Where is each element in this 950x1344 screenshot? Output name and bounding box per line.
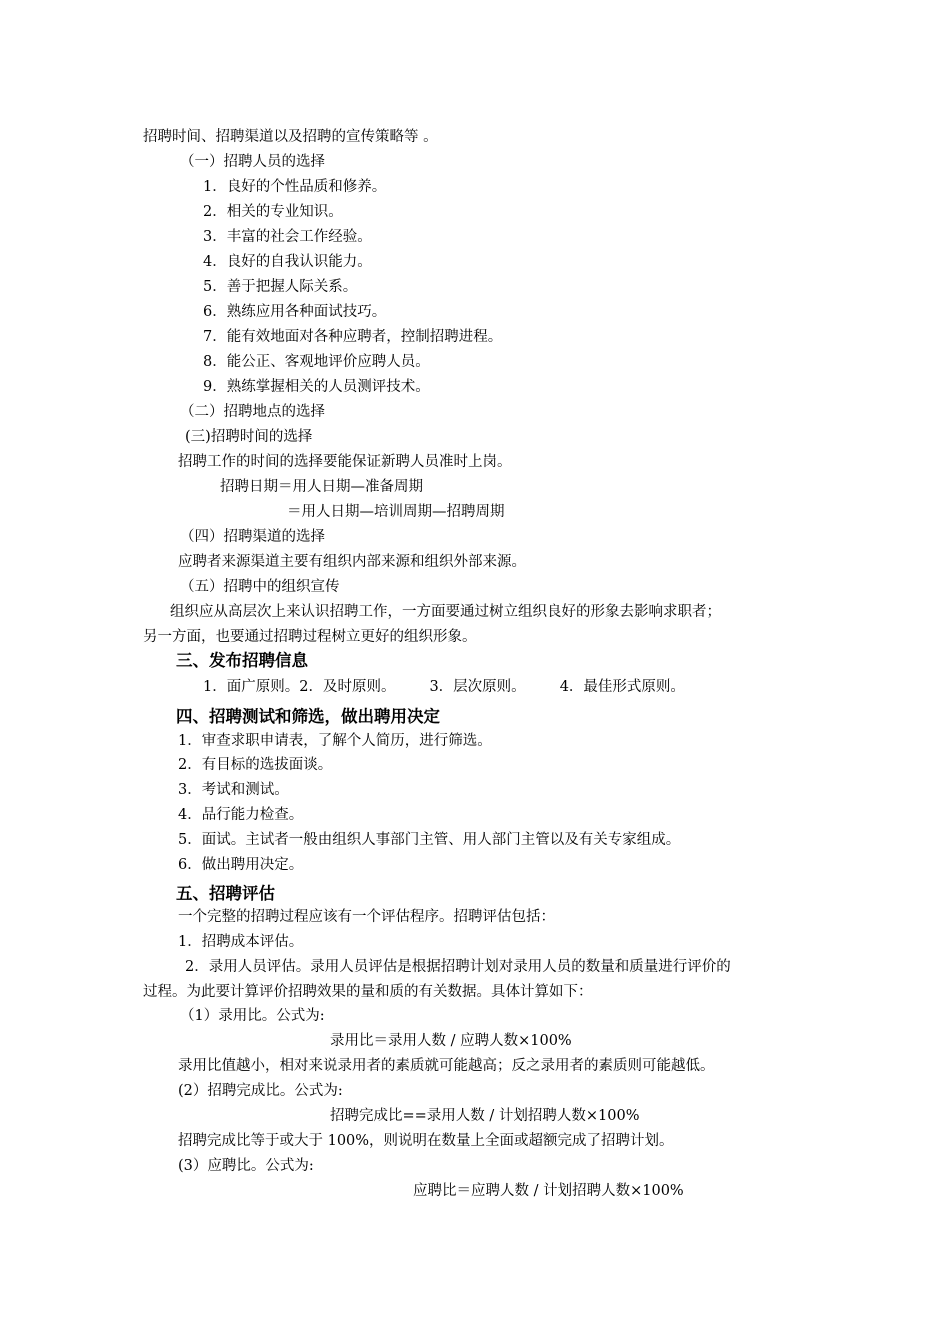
section-3-heading: (三)招聘时间的选择	[185, 429, 313, 445]
paragraph-line: 录用比值越小，相对来说录用者的素质就可能越高；反之录用者的素质则可能越低。	[178, 1058, 715, 1074]
principles-text: 4．最佳形式原则。	[559, 679, 685, 695]
list-item: 2．相关的专业知识。	[203, 204, 343, 220]
ratio-heading: （1）录用比。公式为:	[180, 1008, 325, 1024]
principles-line	[203, 678, 685, 696]
formula-line: 招聘完成比==录用人数 / 计划招聘人数×100%	[330, 1108, 640, 1124]
list-item: 6．熟练应用各种面试技巧。	[203, 304, 387, 320]
list-item: 4．良好的自我认识能力。	[203, 254, 372, 270]
formula-line: ＝用人日期—培训周期—招聘周期	[287, 504, 505, 520]
list-item: 2．有目标的选拔面谈。	[178, 757, 333, 773]
paragraph-line: 招聘完成比等于或大于 100%，则说明在数量上全面或超额完成了招聘计划。	[178, 1133, 674, 1149]
principles-text: 3．层次原则。	[429, 679, 526, 695]
intro-tail-text: 招聘时间、招聘渠道以及招聘的宣传策略等 。	[143, 129, 438, 145]
section-3-text: 招聘工作的时间的选择要能保证新聘人员准时上岗。	[178, 454, 512, 470]
list-item: 8．能公正、客观地评价应聘人员。	[203, 354, 430, 370]
section-4-text: 应聘者来源渠道主要有组织内部来源和组织外部来源。	[178, 554, 526, 570]
list-item: 5．善于把握人际关系。	[203, 279, 358, 295]
list-item: 4．品行能力检查。	[178, 807, 304, 823]
formula-line: 录用比＝录用人数 / 应聘人数×100%	[330, 1033, 572, 1049]
list-item: 5．面试。主试者一般由组织人事部门主管、用人部门主管以及有关专家组成。	[178, 832, 681, 848]
section-2-heading: （二）招聘地点的选择	[180, 404, 325, 420]
list-item: 3．考试和测试。	[178, 782, 289, 798]
paragraph-line: 过程。为此要计算评价招聘效果的量和质的有关数据。具体计算如下：	[143, 984, 593, 1000]
section-4-heading: （四）招聘渠道的选择	[180, 529, 325, 545]
list-item: 3．丰富的社会工作经验。	[203, 229, 372, 245]
part-5-intro: 一个完整的招聘过程应该有一个评估程序。招聘评估包括：	[178, 909, 555, 925]
section-1-heading: （一）招聘人员的选择	[180, 154, 325, 170]
ratio-heading: (3）应聘比。公式为:	[178, 1158, 314, 1174]
part-3-heading: 三、发布招聘信息	[176, 651, 308, 670]
list-item: 6．做出聘用决定。	[178, 857, 304, 873]
list-item: 1．招聘成本评估。	[178, 934, 304, 950]
part-5-heading: 五、招聘评估	[176, 884, 275, 903]
paragraph-line: 组织应从高层次上来认识招聘工作，一方面要通过树立组织良好的形象去影响求职者；	[170, 604, 721, 620]
section-5-heading: （五）招聘中的组织宣传	[180, 579, 340, 595]
list-item: 7．能有效地面对各种应聘者，控制招聘进程。	[203, 329, 503, 345]
list-item: 1．良好的个性品质和修养。	[203, 179, 387, 195]
paragraph-line: 2．录用人员评估。录用人员评估是根据招聘计划对录用人员的数量和质量进行评价的	[185, 959, 731, 975]
paragraph-line: 另一方面，也要通过招聘过程树立更好的组织形象。	[143, 629, 477, 645]
formula-line: 应聘比＝应聘人数 / 计划招聘人数×100%	[413, 1183, 684, 1199]
principles-text: 1．面广原则。2．及时原则。	[203, 679, 396, 695]
formula-line: 招聘日期＝用人日期—准备周期	[220, 479, 423, 495]
list-item: 9．熟练掌握相关的人员测评技术。	[203, 379, 430, 395]
part-4-heading: 四、招聘测试和筛选，做出聘用决定	[176, 707, 440, 726]
list-item: 1．审查求职申请表，了解个人简历，进行筛选。	[178, 733, 492, 749]
ratio-heading: (2）招聘完成比。公式为:	[178, 1083, 343, 1099]
